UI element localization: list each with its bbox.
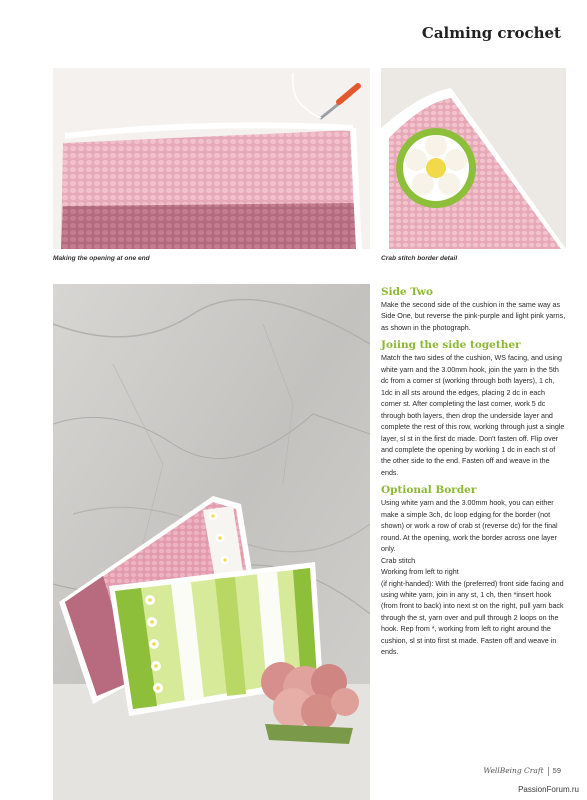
page-footer — [483, 766, 561, 776]
page-number: 59 — [552, 766, 561, 775]
photo-opening-image — [53, 68, 370, 249]
flower-bunch — [261, 662, 359, 744]
flower-motif — [396, 128, 476, 208]
photo-crab-stitch — [381, 68, 566, 249]
section-optional-border — [381, 484, 566, 658]
photo-crab-stitch-image — [381, 68, 566, 249]
photo-cushions — [53, 284, 370, 800]
section-side-two — [381, 286, 566, 334]
section-heading: Optional Border — [381, 484, 477, 497]
section-text: Match the two sides of the cushion, WS facing, and using white yarn and the 3.00mm hook, join the yarn in the 5th dc from a corner st (working through both layers), 1 ch, 1dc in all sts around the edges, placing 2 dc in each corner st. After completing the last corner, work 5 dc through both layers, then drop the underside layer and complete the rest of this row, working through just a single layer, sl st in the first dc made. Don't fasten off. Flip over and complete the opening by working 1 dc in each st of the other side to the end. Fasten off and weave in the ends. — [381, 354, 565, 477]
section-text: Using white yarn and the 3.00mm hook, you can either make a simple 3ch, dc loop edging for the border (not shown) or work a row of crab st (reverse dc) for the final round. At the opening, work the border across one layer only. Crab stitch Working from left to right (if right-handed): With the (preferred) front side facing and using white yarn, join in any st, 1 ch, then *insert hook (from front to back) into next st on the right, pull yarn back through the st, yarn over and pull through 2 loops on the hook. Rep from *, working from left to right around the cushion, sl st into first st made. Fasten off and weave in ends. — [381, 499, 564, 657]
footer-brand: WellBeing Craft — [483, 766, 544, 775]
caption-opening: Making the opening at one end — [53, 255, 150, 262]
article-body — [381, 286, 566, 664]
photo-opening — [53, 68, 370, 249]
footer-separator — [548, 767, 549, 776]
section-heading: Side Two — [381, 286, 433, 298]
page-header-title: Calming crochet — [421, 24, 561, 42]
section-text: Make the second side of the cushion in the same way as Side One, but reverse the pink-purple and light pink yarns, as shown in the photograph. — [381, 301, 566, 332]
photo-cushions-image — [53, 284, 370, 800]
caption-crab-stitch: Crab stitch border detail — [381, 255, 458, 262]
section-joining — [381, 339, 566, 479]
section-heading: Joiing the side together — [381, 339, 521, 352]
watermark: PassionForum.ru — [518, 785, 579, 794]
